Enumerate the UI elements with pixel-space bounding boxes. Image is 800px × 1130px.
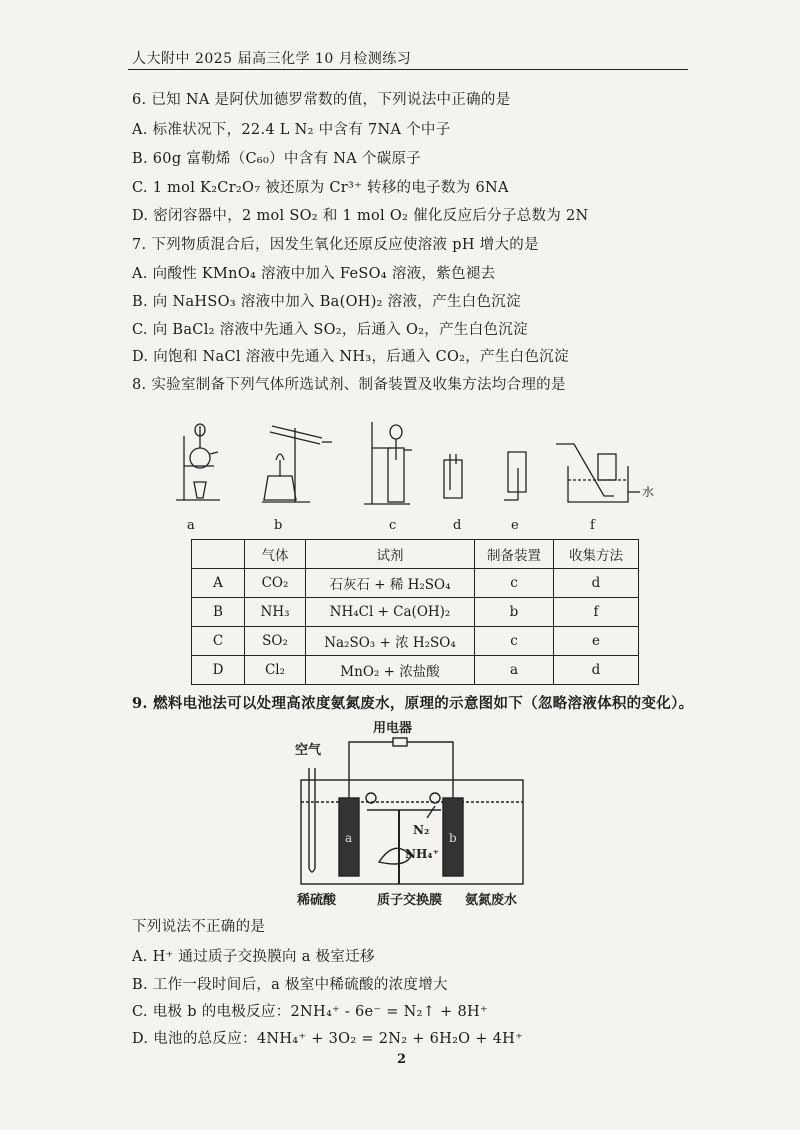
q8-stem: 8. 实验室制备下列气体所选试剂、制备装置及收集方法均合理的是 (132, 377, 566, 393)
table-cell: B (192, 598, 245, 627)
apparatus-d-bottle (444, 454, 462, 498)
table-row (192, 656, 639, 685)
table-cell: NH₄Cl + Ca(OH)₂ (306, 598, 475, 627)
q9-stem: 9. 燃料电池法可以处理高浓度氨氮废水，原理的示意图如下（忽略溶液体积的变化）。 (132, 695, 694, 712)
table-cell: C (192, 627, 245, 656)
membrane-label: 质子交换膜 (377, 893, 443, 908)
table-header-row (192, 540, 639, 569)
apparatus-a-flask-funnel (176, 424, 220, 500)
table-row (192, 627, 639, 656)
gas-apparatus-figure (170, 418, 655, 518)
q9-option-d: D. 电池的总反应：4NH₄⁺ + 3O₂ = 2N₂ + 6H₂O + 4H⁺ (132, 1031, 524, 1047)
table-row (192, 598, 639, 627)
table-header-cell: 试剂 (306, 540, 475, 569)
table-cell: e (554, 627, 639, 656)
apparatus-label-a: a (187, 518, 195, 533)
q9-option-b: B. 工作一段时间后，a 极室中稀硫酸的浓度增大 (132, 977, 448, 993)
q6-option-b: B. 60g 富勒烯（C₆₀）中含有 NA 个碳原子 (132, 151, 422, 167)
apparatus-label-d: d (453, 518, 462, 533)
table-cell: d (554, 656, 639, 685)
table-header-cell: 气体 (245, 540, 306, 569)
table-header-cell: 制备装置 (475, 540, 554, 569)
nh4-label: NH₄⁺ (405, 847, 439, 861)
apparatus-label-b: b (274, 518, 283, 533)
apparatus-e-inverted-bottle (504, 452, 526, 500)
device-label: 用电器 (373, 721, 413, 736)
table-cell: c (475, 569, 554, 598)
table-header-cell: 收集方法 (554, 540, 639, 569)
page-header-title: 人大附中 2025 届高三化学 10 月检测练习 (132, 51, 412, 67)
q9-prompt: 下列说法不正确的是 (132, 919, 266, 935)
q9-option-a: A. H⁺ 通过质子交换膜向 a 极室迁移 (132, 949, 375, 965)
table-cell: Na₂SO₃ + 浓 H₂SO₄ (306, 627, 475, 656)
q6-stem: 6. 已知 NA 是阿伏加德罗常数的值，下列说法中正确的是 (132, 92, 511, 108)
apparatus-label-c: c (389, 518, 397, 533)
cell-tank (301, 780, 523, 884)
q7-stem: 7. 下列物质混合后，因发生氧化还原反应使溶液 pH 增大的是 (132, 237, 539, 253)
table-cell: SO₂ (245, 627, 306, 656)
q7-option-b: B. 向 NaHSO₃ 溶液中加入 Ba(OH)₂ 溶液，产生白色沉淀 (132, 294, 521, 310)
table-cell: MnO₂ + 浓盐酸 (306, 656, 475, 685)
table-header-cell (192, 540, 245, 569)
q7-option-a: A. 向酸性 KMnO₄ 溶液中加入 FeSO₄ 溶液，紫色褪去 (132, 266, 496, 282)
table-cell: Cl₂ (245, 656, 306, 685)
table-cell: CO₂ (245, 569, 306, 598)
apparatus-b-heated-tube (262, 426, 332, 502)
q6-option-c: C. 1 mol K₂Cr₂O₇ 被还原为 Cr³⁺ 转移的电子数为 6NA (132, 180, 509, 196)
q7-option-c: C. 向 BaCl₂ 溶液中先通入 SO₂，后通入 O₂，产生白色沉淀 (132, 322, 528, 338)
apparatus-label-e: e (511, 518, 519, 533)
electrode-b-label: b (449, 831, 457, 845)
table-cell: a (475, 656, 554, 685)
q6-option-a: A. 标准状况下，22.4 L N₂ 中含有 7NA 个中子 (132, 122, 451, 138)
q7-option-d: D. 向饱和 NaCl 溶液中先通入 NH₃，后通入 CO₂，产生白色沉淀 (132, 349, 569, 365)
water-label: 水 (642, 485, 655, 499)
air-label: 空气 (295, 743, 322, 758)
table-cell: D (192, 656, 245, 685)
electrode-a-label: a (345, 831, 353, 845)
q9-option-c: C. 电极 b 的电极反应：2NH₄⁺ - 6e⁻ = N₂↑ + 8H⁺ (132, 1004, 488, 1020)
table-cell: A (192, 569, 245, 598)
dilute-sulfuric-acid-label: 稀硫酸 (297, 893, 337, 908)
apparatus-label-f: f (590, 518, 595, 533)
n2-label: N₂ (413, 823, 430, 837)
fuel-cell-diagram (295, 718, 535, 908)
q6-option-d: D. 密闭容器中，2 mol SO₂ 和 1 mol O₂ 催化反应后分子总数为 2N (132, 208, 589, 224)
table-cell: c (475, 627, 554, 656)
table-row (192, 569, 639, 598)
table-cell: b (475, 598, 554, 627)
table-cell: d (554, 569, 639, 598)
page-number: 2 (397, 1052, 407, 1067)
header-rule (128, 69, 688, 70)
apparatus-c-funnel-tube (364, 422, 412, 504)
table-cell: 石灰石 + 稀 H₂SO₄ (306, 569, 475, 598)
table-cell: NH₃ (245, 598, 306, 627)
ammonia-wastewater-label: 氨氮废水 (465, 893, 518, 908)
table-cell: f (554, 598, 639, 627)
apparatus-f-water-trough (556, 444, 640, 502)
q8-options-table (191, 539, 639, 685)
